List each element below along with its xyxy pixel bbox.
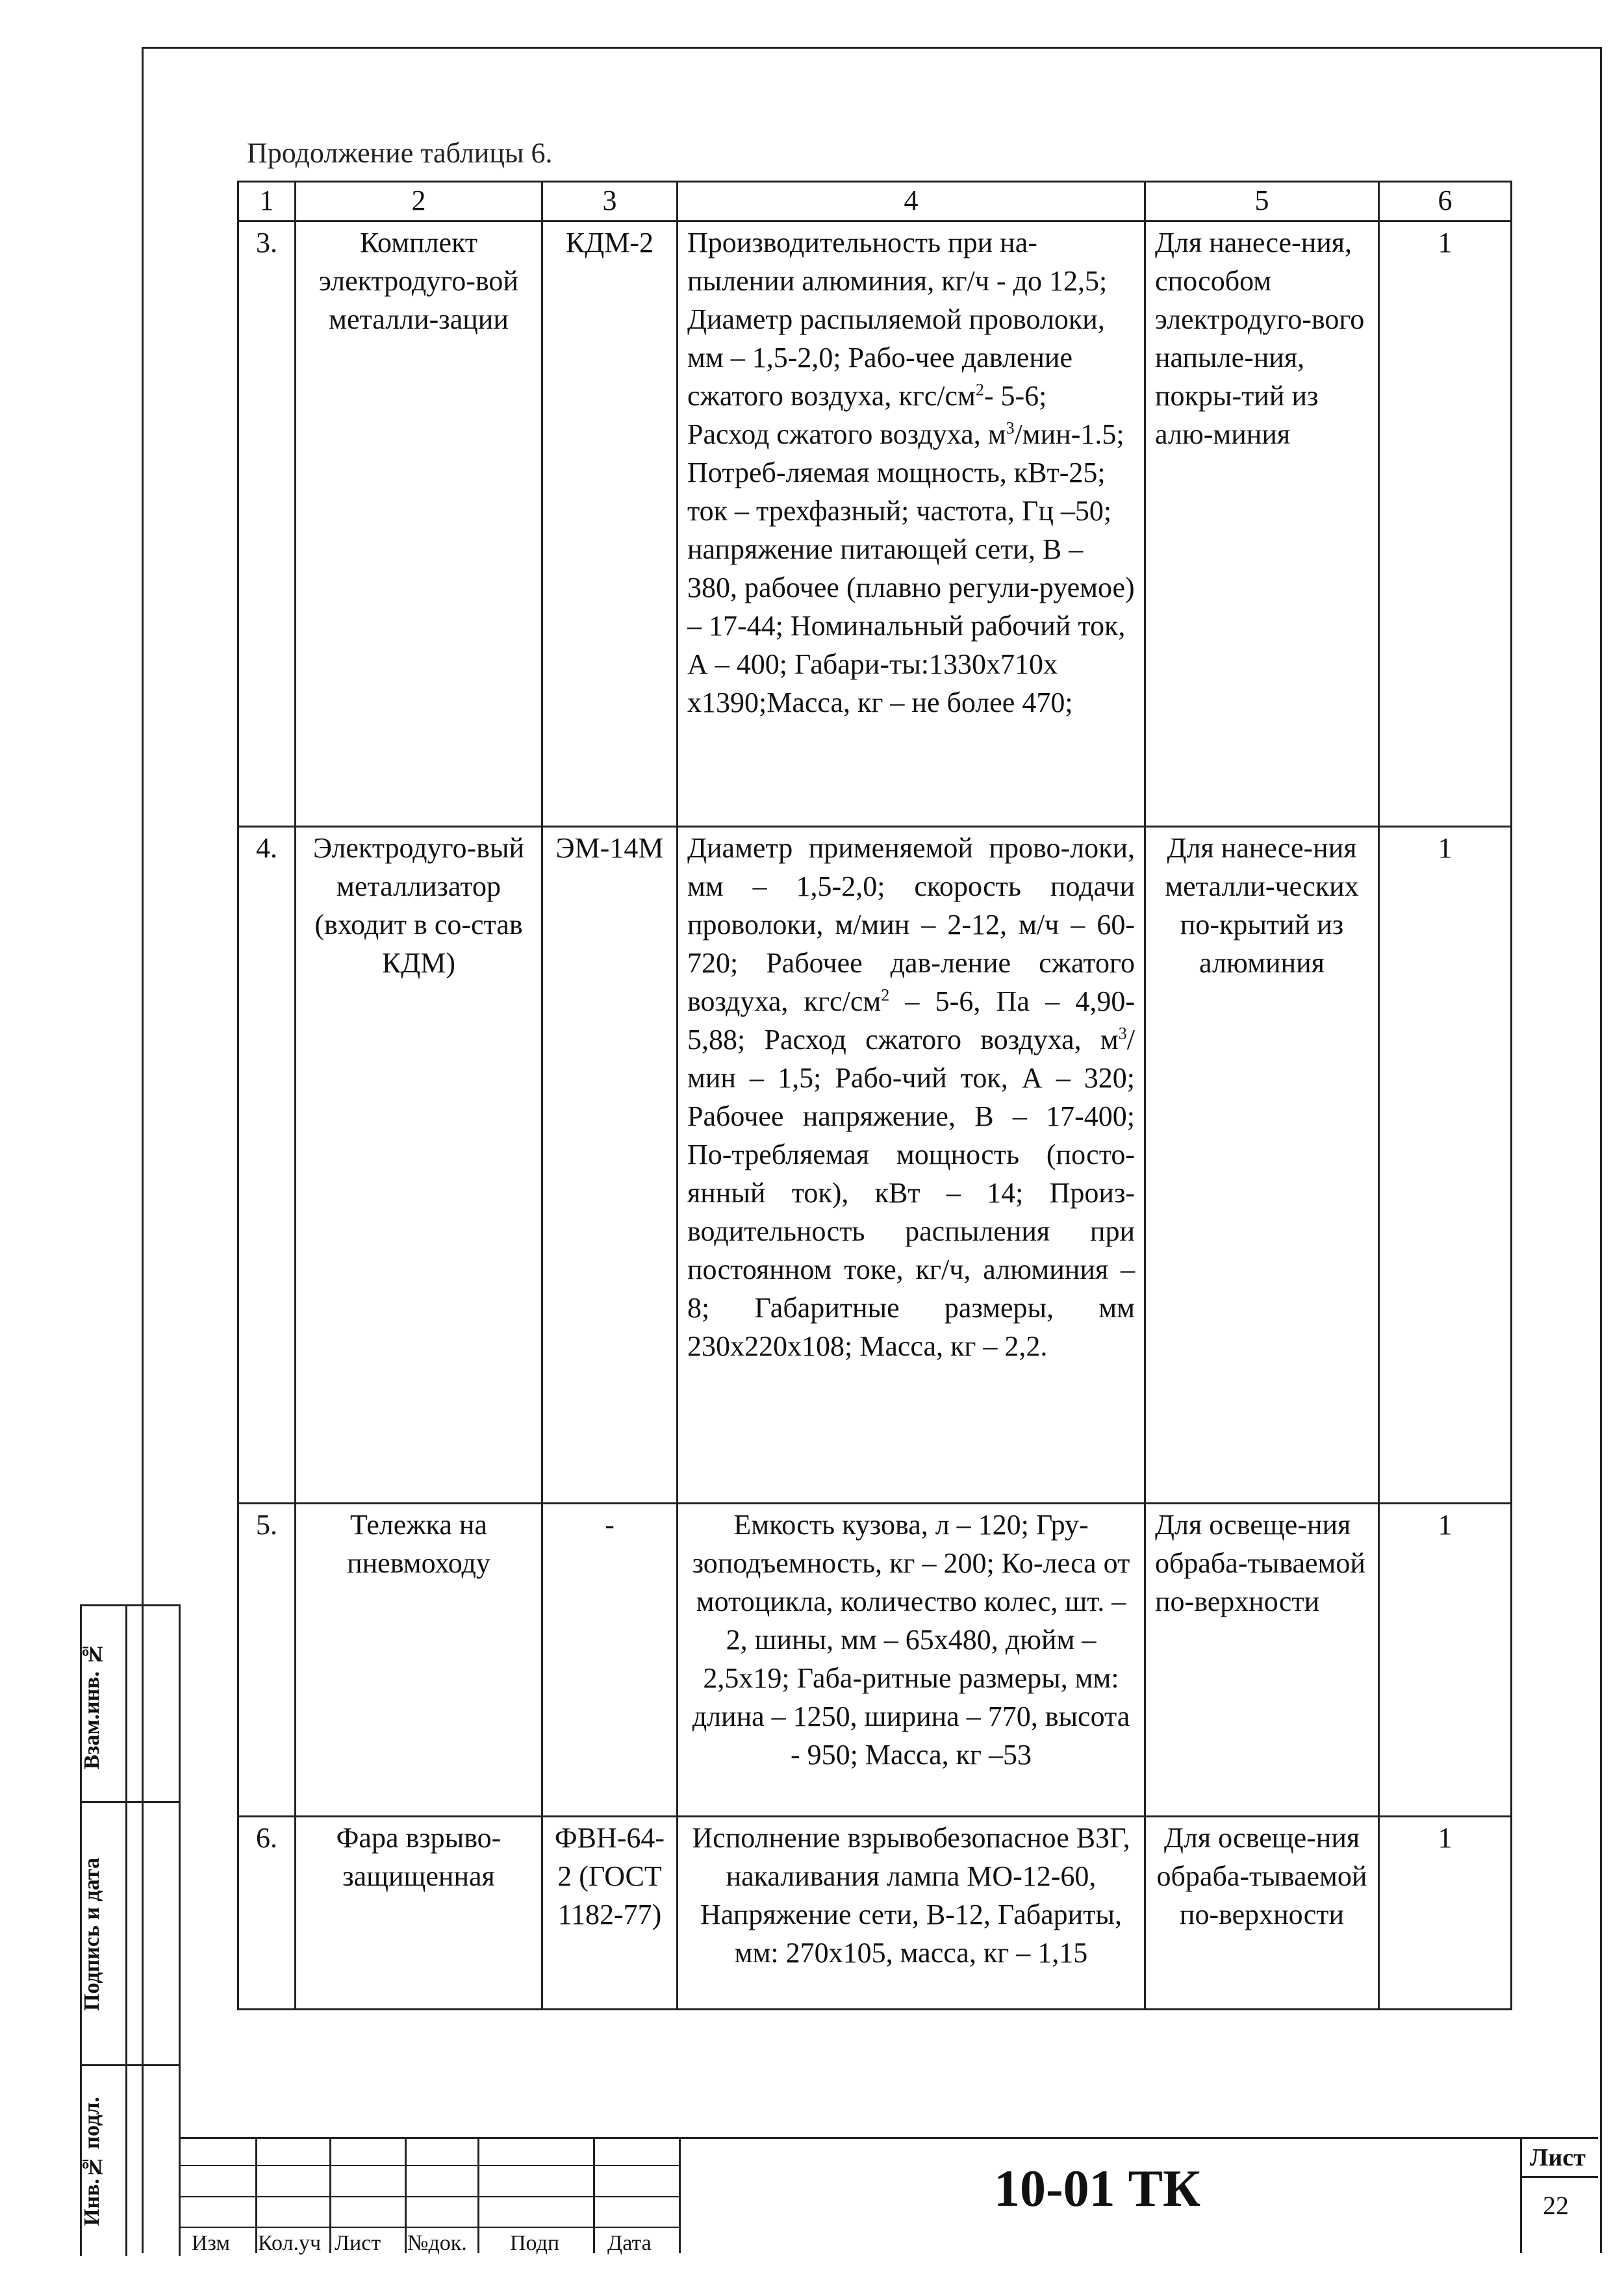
signature-date-label: Подпись и дата [80,1858,104,2011]
item-name: Тележка на пневмоходу [296,1504,542,1817]
item-purpose: Для нанесе-ния, способом электродуго-вого напыле-ния, покры-тий из алю-миния [1145,221,1379,827]
column-header: 2 [296,182,542,221]
stamp-col-sheet: Лист [335,2231,381,2255]
sheet-number: 22 [1543,2191,1569,2220]
column-header: 5 [1145,182,1379,221]
title-block-row-line [179,2165,679,2166]
item-specification: Исполнение взрывобезопасное ВЗГ, накаливания лампа МО-12-60, Напряжение сети, В-12, Габариты, мм: 270x105, масса, кг – 1,15 [678,1817,1145,2010]
original-inventory-label: Инв.№ подл. [80,2097,104,2226]
row-number: 4. [238,827,296,1504]
sidebar-divider [125,1606,127,2256]
item-specification: Диаметр применяемой прово-локи, мм – 1,5-2,0; скорость подачи проволоки, м/мин – 2-12, м/ч – 60-720; Рабочее дав-ление сжатого воздуха, кгс/$см^2 - 5-6$, Па – 4,90-5,88; Расход сжатого воздуха, $м^3$/мин – 1,5; Рабо-чий ток, А – 320; Рабочее напряжение, В – 17-400; По-требляемая мощность (посто-янный ток), кВт – 14; Произ-водительность распыления при постоянном токе, кг/ч, алюминия – 8; Габаритные размеры, мм 230x220x108; Масса, кг – 2,2. [678,827,1145,1504]
stamp-col-date: Дата [607,2231,652,2255]
sidebar-stamp [80,1604,181,2256]
title-block-row-line [179,2196,679,2197]
item-code: КДМ-2 [542,221,678,827]
table-header-row [238,182,1512,221]
item-purpose: Для нанесе-ния металли-ческих по-крытий из алюминия [1145,827,1379,1504]
row-number: 3. [238,221,296,827]
row-number: 6. [238,1817,296,2010]
stamp-col-change: Изм [192,2231,231,2255]
column-header: 3 [542,182,678,221]
item-quantity: 1 [1379,827,1512,1504]
stamp-col-signature: Подп [510,2231,560,2255]
sidebar-separator [80,2064,181,2066]
equipment-table [237,181,1512,2010]
item-code: ФВН-64-2 (ГОСТ 1182-77) [542,1817,678,2010]
item-code: ЭМ-14М [542,827,678,1504]
table-caption: Продолжение таблицы 6. [247,137,553,169]
title-block-divider [679,2139,681,2253]
item-purpose: Для освеще-ния обраба-тываемой по-верхности [1145,1817,1379,2010]
sidebar-separator [80,1801,181,1803]
item-code: - [542,1504,678,1817]
item-quantity: 1 [1379,1817,1512,2010]
item-name: Электродуго-вый металлизатор (входит в со-став КДМ) [296,827,542,1504]
item-name: Фара взрыво-защищенная [296,1817,542,2010]
title-block-divider [1520,2139,1522,2253]
sheet-box-line [1520,2176,1598,2178]
row-number: 5. [238,1504,296,1817]
table-row [238,827,1512,1504]
stamp-col-docnum: №док. [407,2231,467,2255]
title-block [179,2137,1598,2253]
stamp-col-count: Кол.уч [258,2231,322,2255]
item-name: Комплект электродуго-вой металли-зации [296,221,542,827]
item-purpose: Для освеще-ния обраба-тываемой по-верхности [1145,1504,1379,1817]
table-row [238,221,1512,827]
column-header: 6 [1379,182,1512,221]
table-row [238,1817,1512,2010]
item-specification: Производительность при на-пылении алюминия, кг/ч - до 12,5; Диаметр распыляемой проволоки, мм – 1,5-2,0; Рабо-чее давление сжатого воздуха, кгс/$см^2-$ 5-6; Расход сжатого воздуха, $м^3/мин-1.5$; Потреб-ляемая мощность, кВт-25; ток – трехфазный; частота, Гц –50; напряжение питающей сети, В – 380, рабочее (плавно регули-руемое) – 17-44; Номинальный рабочий ток, А – 400; Габари-ты:1330x710x x1390;Масса, кг – не более 470; [678,221,1145,827]
column-header: 1 [238,182,296,221]
document-code: 10-01 ТК [994,2160,1201,2218]
title-block-row-line [179,2227,679,2228]
item-quantity: 1 [1379,221,1512,827]
column-header: 4 [678,182,1145,221]
item-quantity: 1 [1379,1504,1512,1817]
sheet-label: Лист [1530,2144,1586,2171]
table-row [238,1504,1512,1817]
replace-inventory-label: Взам.инв. № [80,1641,104,1769]
item-specification: Емкость кузова, л – 120; Гру-зоподъемность, кг – 200; Ко-леса от мотоцикла, количество колес, шт. – 2, шины, мм – 65x480, дюйм – 2,5x19; Габа-ритные размеры, мм: длина – 1250, ширина – 770, высота - 950; Масса, кг –53 [678,1504,1145,1817]
